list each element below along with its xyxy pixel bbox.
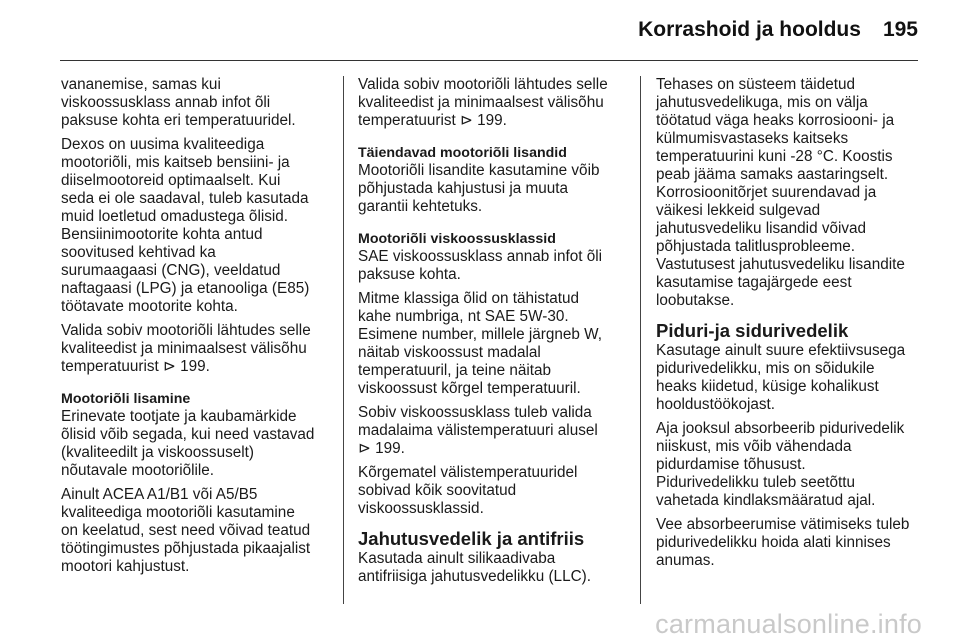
watermark: carmanualsonline.info — [655, 609, 922, 639]
page-title: Korrashoid ja hooldus — [638, 18, 861, 41]
section-heading: Mootoriõli viskoossusklassid — [358, 231, 556, 247]
paragraph: SAE viskoossusklass annab infot õli paksuse kohta. — [358, 248, 603, 283]
section-heading: Mootoriõli lisamine — [61, 391, 191, 407]
paragraph: Dexos on uusima kvaliteediga mootoriõli, mis kaitseb bensiini- ja diiselmootoreid optimaalselt. Kui seda ei ole saadaval, tuleb kasutada muid loetletud omadustega õlisid. Bensiinimootorite kohta antud soovitused kehtivad ka surumaagaasi (CNG), veeldatud naftagaasi (LPG) ja etanooliga (E85) töötavate mootorite kohta. — [61, 136, 310, 315]
column-divider — [640, 76, 641, 604]
section-heading: Piduri-ja sidurivedelik — [656, 320, 849, 341]
paragraph: Sobiv viskoossusklass tuleb valida madalaima välistemperatuuri alusel ⊳ 199. — [358, 404, 598, 457]
paragraph: Kasutada ainult silikaadivaba antifriisiga jahutusvedelikku (LLC). — [358, 550, 591, 585]
paragraph: Vee absorbeerumise vätimiseks tuleb pidurivedelikku hoida alati kinnises anumas. — [656, 516, 910, 569]
header-rule — [60, 60, 918, 61]
page-header — [638, 18, 918, 48]
section-heading: Täiendavad mootoriõli lisandid — [358, 145, 567, 161]
column-divider — [343, 76, 344, 604]
text-column-left — [61, 76, 336, 582]
paragraph: vananemise, samas kui viskoossusklass annab infot õli paksuse kohta eri temperatuuridel. — [61, 76, 296, 129]
paragraph: Kasutage ainult suure efektiivsusega pidurivedelikku, mis on sõidukile heaks kiidetud, küsige kohalikust hooldustöökojast. — [656, 342, 906, 413]
paragraph: Aja jooksul absorbeerib pidurivedelik niiskust, mis võib vähendada pidurdamise tõhusust. Pidurivedelikku tuleb seetõttu vahetada kindlaksmääratud ajal. — [656, 420, 905, 509]
paragraph: Valida sobiv mootoriõli lähtudes selle kvaliteedist ja minimaalsest välisõhu temperatuurist ⊳ 199. — [358, 76, 608, 129]
paragraph: Mitme klassiga õlid on tähistatud kahe numbriga, nt SAE 5W-30. Esimene number, millele järgneb W, näitab viskoossust madalal temperatuuril, ja teine näitab viskoossust kõrgel temperatuuril. — [358, 290, 603, 397]
paragraph: Erinevate tootjate ja kaubamärkide õlisid võib segada, kui need vastavad (kvaliteedilt ja viskoossuselt) nõutavale mootoriõlile. — [61, 408, 315, 479]
page-number: 195 — [882, 18, 918, 41]
paragraph: Kõrgematel välistemperatuuridel sobivad kõik soovitatud viskoossusklassid. — [358, 464, 578, 517]
paragraph: Valida sobiv mootoriõli lähtudes selle kvaliteedist ja minimaalsest välisõhu temperatuurist ⊳ 199. — [61, 322, 311, 375]
section-heading: Jahutusvedelik ja antifriis — [358, 528, 585, 549]
paragraph: Ainult ACEA A1/B1 või A5/B5 kvaliteediga mootoriõli kasutamine on keelatud, sest need võivad teatud töötingimustes põhjustada pikaajalist mootori kahjustust. — [61, 486, 311, 575]
text-column-right — [656, 76, 931, 576]
paragraph: Tehases on süsteem täidetud jahutusvedelikuga, mis on välja töötatud väga heaks korrosiooni- ja külmumisvastaseks kaitseks temperatuurini kuni -28 °C. Koostis peab jääma samaks aastaringselt. Korrosioonitõrjet suurendavad ja väikesi lekkeid sulgevad jahutusvedeliku lisandid võivad põhjustada talitlusprobleeme. Vastutusest jahutusvedeliku lisandite kasutamise tagajärgede eest loobutakse. — [656, 76, 905, 309]
paragraph: Mootoriõli lisandite kasutamine võib põhjustada kahjustusi ja muuta garantii kehtetuks. — [358, 162, 600, 215]
text-column-middle — [358, 76, 633, 592]
